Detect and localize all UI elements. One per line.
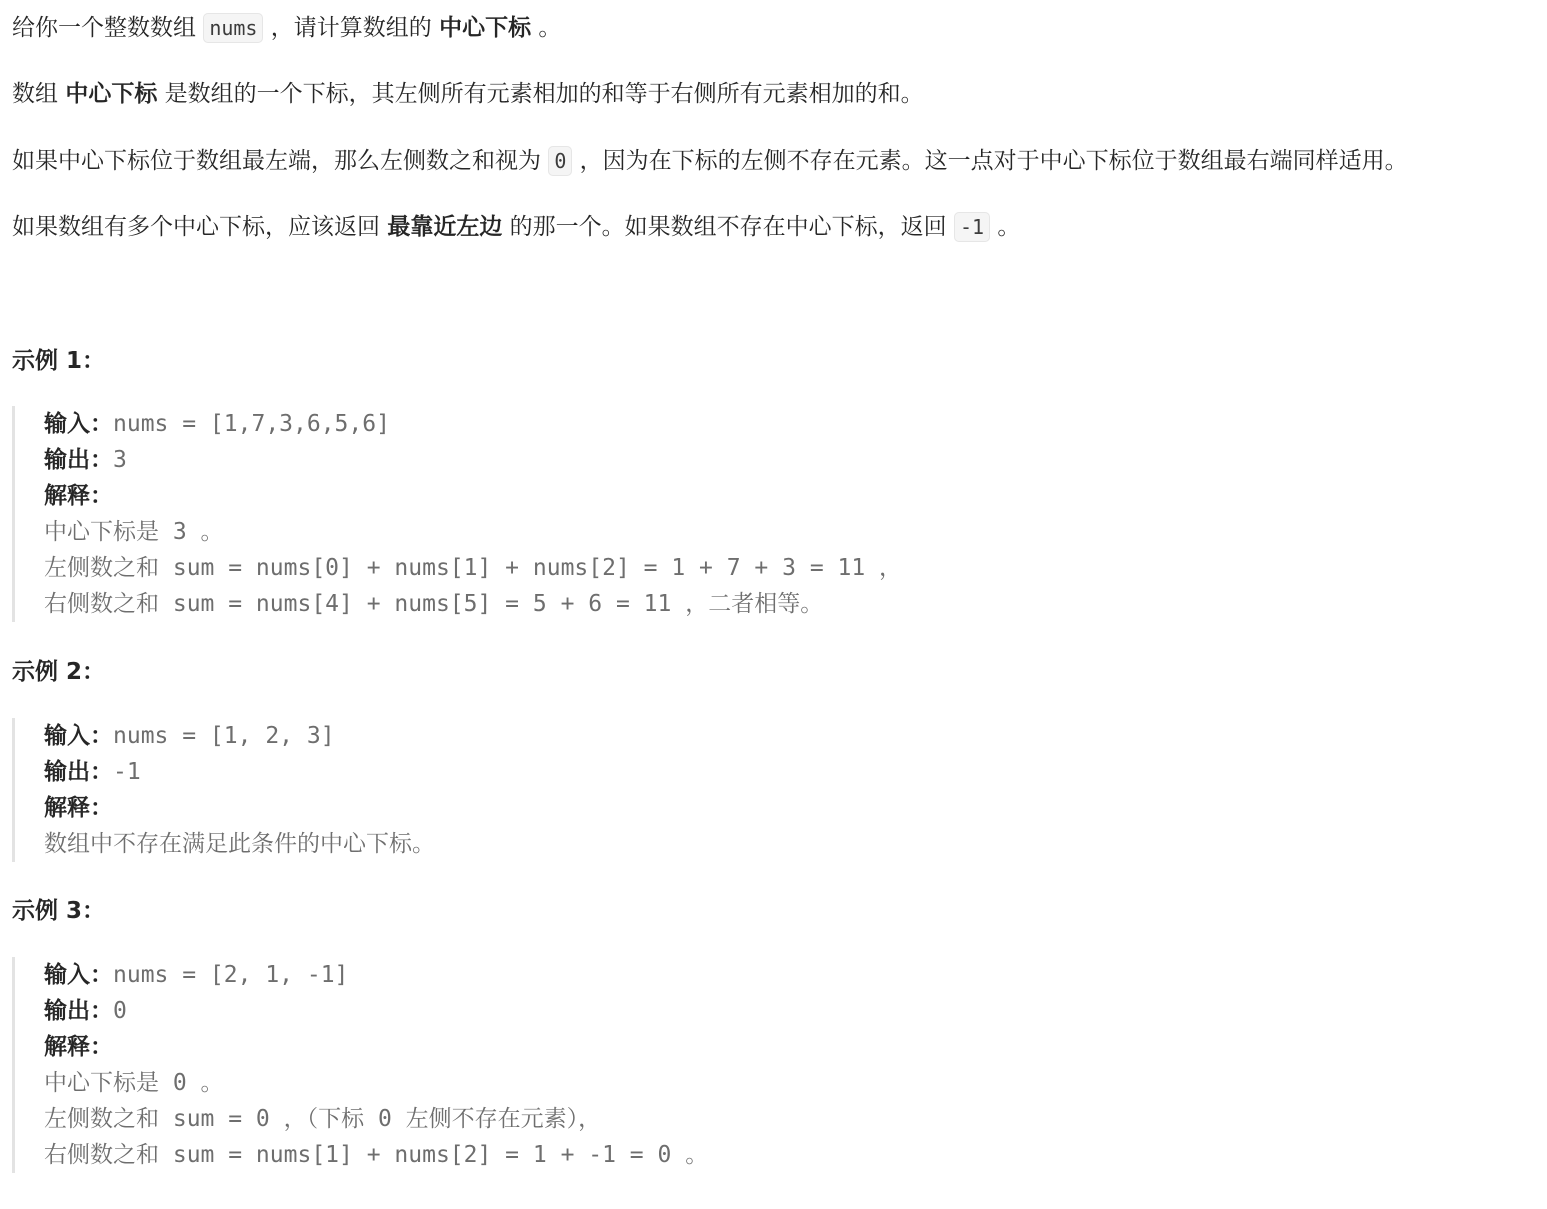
inline-code-minus-one: -1 — [954, 212, 990, 242]
input-value: nums = [1,7,3,6,5,6] — [113, 411, 390, 437]
text: ，因为在下标的左侧不存在元素。这一点对于中心下标位于数组最右端同样适用。 — [572, 148, 1408, 174]
paragraph-multiple — [12, 212, 1020, 242]
text: 的那一个。如果数组不存在中心下标，返回 — [502, 214, 954, 240]
explain-text: 左侧数之和 sum = nums[0] + nums[1] + nums[2] = 1 + 7 + 3 = 11 ， — [44, 555, 903, 581]
explain-text: 中心下标是 0 。 — [44, 1070, 224, 1096]
text: 如果中心下标位于数组最左端，那么左侧数之和视为 — [12, 148, 549, 174]
example-explain-line — [44, 790, 435, 826]
example-3-block — [12, 957, 708, 1173]
example-input-line — [44, 957, 708, 993]
example-explain-line — [44, 478, 902, 514]
output-label: 输出： — [44, 998, 113, 1024]
example-input-line — [44, 718, 435, 754]
paragraph-intro — [12, 13, 561, 43]
example-2-block — [12, 718, 435, 862]
explain-text: 数组中不存在满足此条件的中心下标。 — [44, 831, 435, 857]
text: ，请计算数组的 — [263, 15, 440, 41]
example-explain-line — [44, 1029, 708, 1065]
text: 如果数组有多个中心下标，应该返回 — [12, 214, 388, 240]
bold-term: 中心下标 — [65, 81, 158, 107]
output-label: 输出： — [44, 447, 113, 473]
inline-code-nums: nums — [203, 13, 263, 43]
example-2-title: 示例 2： — [12, 659, 106, 685]
example-output-line — [44, 993, 708, 1029]
inline-code-zero: 0 — [548, 146, 572, 176]
input-label: 输入： — [44, 962, 113, 988]
input-label: 输入： — [44, 723, 113, 749]
example-input-line — [44, 406, 902, 442]
explain-text: 左侧数之和 sum = 0 ，（下标 0 左侧不存在元素）， — [44, 1106, 602, 1132]
explain-text: 右侧数之和 sum = nums[1] + nums[2] = 1 + -1 = 0 。 — [44, 1142, 709, 1168]
output-value: 0 — [113, 998, 127, 1024]
input-label: 输入： — [44, 411, 113, 437]
output-label: 输出： — [44, 759, 113, 785]
text: 是数组的一个下标，其左侧所有元素相加的和等于右侧所有元素相加的和。 — [157, 81, 924, 107]
example-1-block — [12, 406, 902, 622]
output-value: 3 — [113, 447, 127, 473]
text: 给你一个整数数组 — [12, 15, 204, 41]
example-1-title: 示例 1： — [12, 348, 106, 374]
text: 。 — [990, 214, 1021, 240]
explain-text: 中心下标是 3 。 — [44, 519, 224, 545]
explain-text: 右侧数之和 sum = nums[4] + nums[5] = 5 + 6 = 11 ，二者相等。 — [44, 591, 824, 617]
output-value: -1 — [113, 759, 141, 785]
example-output-line — [44, 442, 902, 478]
bold-term: 最靠近左边 — [387, 214, 503, 240]
paragraph-definition — [12, 79, 924, 109]
explain-label: 解释： — [44, 795, 113, 821]
example-3-title: 示例 3： — [12, 898, 106, 924]
bold-term: 中心下标 — [439, 15, 532, 41]
explain-label: 解释： — [44, 1034, 113, 1060]
input-value: nums = [1, 2, 3] — [113, 723, 335, 749]
text: 数组 — [12, 81, 66, 107]
explain-label: 解释： — [44, 483, 113, 509]
text: 。 — [531, 15, 562, 41]
input-value: nums = [2, 1, -1] — [113, 962, 349, 988]
example-output-line — [44, 754, 435, 790]
paragraph-edge-case — [12, 146, 1408, 176]
